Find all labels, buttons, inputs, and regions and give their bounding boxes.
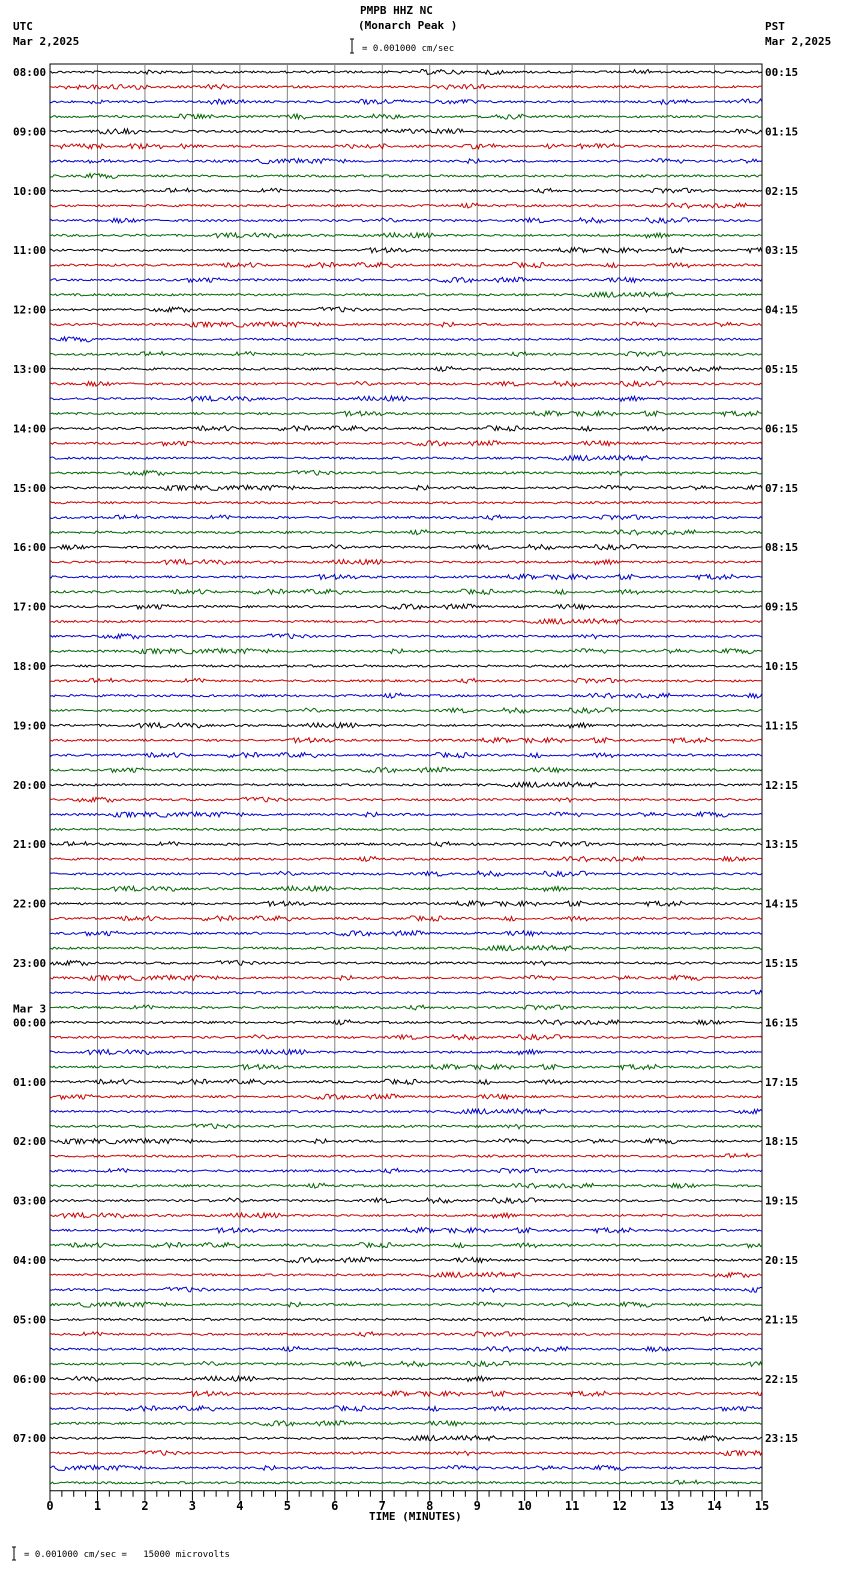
x-tick-label: 14 (707, 1498, 722, 1513)
x-tick-label: 3 (188, 1498, 197, 1513)
utc-hour-label: 21:00 (13, 838, 47, 852)
pst-hour-label: 16:15 (765, 1016, 799, 1030)
seismic-trace (50, 470, 762, 475)
seismic-trace (50, 159, 762, 164)
x-tick-label: 8 (426, 1498, 434, 1513)
seismic-trace (50, 411, 762, 416)
pst-hour-label: 02:15 (765, 184, 799, 198)
x-tick-label: 10 (517, 1498, 532, 1513)
utc-hour-label: 07:00 (13, 1432, 47, 1446)
seismic-trace (50, 263, 762, 268)
seismic-trace (50, 1198, 762, 1203)
utc-hour-label: 10:00 (13, 184, 47, 198)
x-tick-label: 11 (564, 1498, 580, 1513)
seismic-trace (50, 1376, 762, 1381)
pst-hour-label: 04:15 (765, 303, 799, 317)
utc-hour-label: 06:00 (13, 1372, 47, 1386)
seismic-trace (50, 530, 762, 535)
seismic-trace (50, 1035, 762, 1040)
pst-hour-label: 13:15 (765, 838, 799, 852)
pst-hour-label: 05:15 (765, 363, 799, 376)
seismic-trace (50, 1361, 762, 1366)
x-tick-label: 1 (93, 1498, 102, 1513)
seismic-trace (50, 1109, 762, 1114)
seismic-trace (50, 708, 762, 713)
seismic-trace (50, 1064, 762, 1069)
seismic-trace (50, 426, 762, 431)
utc-hour-label: 20:00 (13, 778, 47, 792)
seismic-trace (50, 960, 762, 965)
seismic-trace (50, 233, 762, 238)
seismic-trace (50, 693, 762, 698)
seismic-trace (50, 84, 762, 89)
x-tick-label: 6 (331, 1498, 339, 1513)
seismic-trace (50, 1465, 762, 1470)
pst-hour-label: 00:15 (765, 66, 799, 79)
seismic-trace (50, 248, 762, 253)
seismic-trace (50, 990, 762, 994)
seismic-trace (50, 1213, 762, 1218)
seismic-trace (50, 619, 762, 624)
pst-hour-label: 23:15 (765, 1432, 799, 1446)
seismic-trace (50, 1183, 762, 1188)
seismic-trace (50, 1406, 762, 1411)
seismic-trace (50, 1480, 762, 1484)
utc-hour-label: 23:00 (13, 957, 47, 970)
right-timezone: PST (765, 20, 785, 33)
scale-label: = 0.001000 cm/sec (362, 44, 455, 54)
seismic-trace (50, 1391, 762, 1396)
x-tick-label: 7 (378, 1498, 386, 1513)
seismic-trace (50, 1332, 762, 1337)
utc-hour-label: 15:00 (13, 481, 47, 495)
seismic-trace (50, 515, 762, 520)
seismic-trace (50, 946, 762, 951)
pst-hour-label: 19:15 (765, 1194, 799, 1208)
utc-hour-label: 00:00 (13, 1016, 47, 1030)
utc-hour-label: 13:00 (13, 363, 47, 376)
pst-hour-label: 03:15 (765, 244, 799, 258)
seismic-trace (50, 857, 762, 862)
utc-hour-label: 12:00 (13, 303, 47, 317)
seismic-trace (50, 381, 762, 386)
right-date: Mar 2,2025 (765, 35, 832, 48)
pst-hour-label: 22:15 (765, 1372, 799, 1386)
utc-hour-label: 01:00 (13, 1075, 47, 1089)
seismic-trace (50, 1124, 762, 1129)
seismic-trace (50, 916, 762, 921)
seismic-trace (50, 1228, 762, 1233)
pst-hour-label: 21:15 (765, 1313, 799, 1327)
x-tick-label: 4 (236, 1498, 244, 1513)
x-tick-label: 12 (612, 1498, 627, 1513)
seismic-trace (50, 114, 762, 119)
utc-hour-label: 17:00 (13, 600, 47, 614)
seismic-trace (50, 797, 762, 802)
pst-hour-label: 11:15 (765, 719, 799, 733)
seismic-trace (50, 1257, 762, 1262)
seismic-trace (50, 1436, 762, 1441)
seismic-trace (50, 352, 762, 357)
seismic-trace (50, 1020, 762, 1025)
pst-hour-label: 14:15 (765, 897, 799, 911)
seismic-trace (50, 604, 762, 609)
seismic-trace (50, 975, 762, 980)
utc-hour-label: 03:00 (13, 1194, 47, 1208)
seismic-trace (50, 545, 762, 550)
seismic-trace (50, 842, 762, 847)
seismic-trace (50, 1287, 762, 1292)
station-location: (Monarch Peak ) (358, 19, 458, 32)
seismic-trace (50, 1094, 762, 1099)
seismic-trace (50, 1243, 762, 1248)
seismic-trace (50, 1347, 762, 1352)
seismic-trace (50, 634, 762, 639)
x-tick-label: 13 (659, 1498, 675, 1513)
pst-hour-label: 17:15 (765, 1075, 799, 1089)
seismic-trace (50, 574, 762, 579)
seismic-trace (50, 828, 762, 830)
seismic-trace (50, 129, 762, 134)
pst-hour-label: 18:15 (765, 1135, 799, 1149)
footer-scale-label: = 0.001000 cm/sec = 15000 microvolts (24, 1550, 230, 1560)
seismic-trace (50, 589, 762, 594)
seismic-trace (50, 502, 762, 504)
utc-hour-label: 14:00 (13, 422, 47, 436)
utc-hour-label: 11:00 (13, 244, 47, 258)
pst-hour-label: 08:15 (765, 541, 799, 555)
x-tick-label: 0 (46, 1498, 54, 1513)
date-change-label: Mar 3 (13, 1002, 47, 1016)
seismic-trace (50, 174, 762, 179)
seismic-trace (50, 782, 762, 787)
pst-hour-label: 06:15 (765, 422, 799, 436)
seismic-trace (50, 1272, 762, 1277)
seismic-trace (50, 871, 762, 876)
seismic-trace (50, 396, 762, 401)
x-axis-label: TIME (MINUTES) (369, 1510, 462, 1523)
pst-hour-label: 09:15 (765, 600, 799, 614)
seismic-trace (50, 144, 762, 149)
seismic-trace (50, 456, 762, 461)
utc-hour-label: 04:00 (13, 1254, 47, 1267)
seismic-trace (50, 665, 762, 667)
seismic-trace (50, 1421, 762, 1426)
x-tick-label: 2 (141, 1498, 149, 1513)
x-tick-label: 15 (754, 1498, 770, 1513)
seismic-trace (50, 70, 762, 75)
seismic-trace (50, 767, 762, 772)
seismic-trace (50, 292, 762, 297)
seismic-trace (50, 1168, 762, 1173)
seismic-trace (50, 886, 762, 891)
left-date: Mar 2,2025 (13, 35, 80, 48)
seismic-trace (50, 1050, 762, 1055)
seismic-trace (50, 367, 762, 372)
left-timezone: UTC (13, 20, 33, 33)
seismic-trace (50, 812, 762, 817)
seismic-trace (50, 1139, 762, 1144)
seismic-trace (50, 649, 762, 654)
seismic-trace (50, 1154, 762, 1158)
utc-hour-label: 09:00 (13, 125, 47, 139)
seismic-trace (50, 1079, 762, 1084)
seismic-trace (50, 1302, 762, 1307)
seismic-trace (50, 723, 762, 728)
seismic-trace (50, 188, 762, 193)
utc-hour-label: 08:00 (13, 66, 47, 79)
seismic-trace (50, 678, 762, 683)
seismic-trace (50, 485, 762, 490)
x-tick-label: 5 (283, 1498, 291, 1513)
pst-hour-label: 10:15 (765, 660, 799, 673)
seismic-trace (50, 307, 762, 312)
seismic-trace (50, 1005, 762, 1010)
seismic-trace (50, 753, 762, 758)
pst-hour-label: 01:15 (765, 125, 799, 139)
pst-hour-label: 20:15 (765, 1254, 799, 1267)
pst-hour-label: 12:15 (765, 778, 799, 792)
plot-frame (50, 64, 762, 1491)
seismic-trace (50, 277, 762, 282)
utc-hour-label: 02:00 (13, 1135, 47, 1149)
seismic-trace (50, 931, 762, 936)
seismic-trace (50, 1451, 762, 1456)
seismic-trace (50, 738, 762, 743)
seismic-trace (50, 203, 762, 208)
seismic-trace (50, 99, 762, 104)
pst-hour-label: 07:15 (765, 481, 799, 495)
seismic-trace (50, 560, 762, 565)
seismic-trace (50, 901, 762, 906)
pst-hour-label: 15:15 (765, 957, 799, 970)
station-title: PMPB HHZ NC (360, 4, 433, 17)
seismic-trace (50, 441, 762, 446)
utc-hour-label: 19:00 (13, 719, 47, 733)
seismic-trace (50, 337, 762, 342)
utc-hour-label: 16:00 (13, 541, 47, 555)
utc-hour-label: 18:00 (13, 660, 47, 673)
utc-hour-label: 22:00 (13, 897, 47, 911)
utc-hour-label: 05:00 (13, 1313, 47, 1327)
x-tick-label: 9 (473, 1498, 481, 1513)
seismic-trace (50, 218, 762, 223)
seismic-trace (50, 1317, 762, 1321)
seismic-trace (50, 322, 762, 327)
